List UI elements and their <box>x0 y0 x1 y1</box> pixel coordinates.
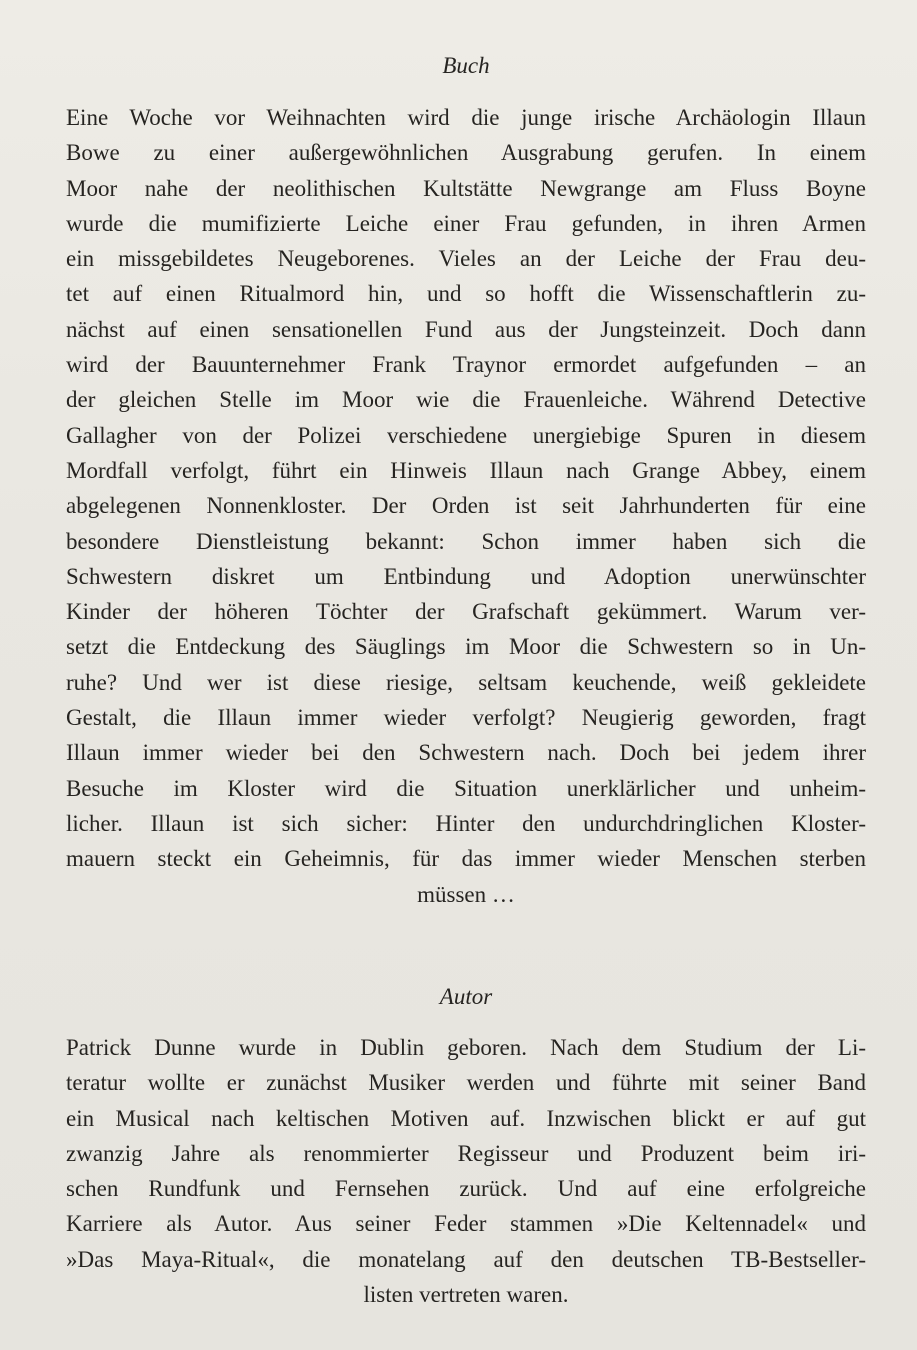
section-autor <box>66 983 866 1312</box>
text-line: Patrick Dunne wurde in Dublin geboren. Nach dem Studium der Li- <box>66 1035 866 1060</box>
text-line: Gallagher von der Polizei verschiedene unergiebige Spuren in diesem <box>66 422 866 448</box>
text-line: Karriere als Autor. Aus seiner Feder stammen »Die Keltennadel« und <box>66 1211 866 1237</box>
text-line: besondere Dienstleistung bekannt: Schon immer haben sich die <box>66 528 866 554</box>
heading-buch: Buch <box>442 53 490 78</box>
text-line: ruhe? Und wer ist diese riesige, seltsam keuchende, weiß gekleidete <box>66 669 866 695</box>
text-line: Schwestern diskret um Entbindung und Adoption unerwünschter <box>66 563 866 589</box>
text-line-final: listen vertreten waren. <box>363 1282 569 1308</box>
paragraph-buch <box>66 100 866 912</box>
text-line: abgelegenen Nonnenkloster. Der Orden ist seit Jahrhunderten für eine <box>66 493 866 519</box>
text-line: Moor nahe der neolithischen Kultstätte Newgrange am Fluss Boyne <box>66 175 866 201</box>
text-line: Kinder der höheren Töchter der Grafschaft gekümmert. Warum ver- <box>66 599 866 625</box>
text-line: teratur wollte er zunächst Musiker werden und führte mit seiner Band <box>66 1070 866 1096</box>
text-line: der gleichen Stelle im Moor wie die Frauenleiche. Während Detective <box>66 387 866 413</box>
text-line: licher. Illaun ist sich sicher: Hinter den undurchdringlichen Kloster- <box>66 810 866 836</box>
text-line: Illaun immer wieder bei den Schwestern nach. Doch bei jedem ihrer <box>66 740 866 766</box>
text-line: nächst auf einen sensationellen Fund aus der Jungsteinzeit. Doch dann <box>66 316 866 342</box>
text-line: zwanzig Jahre als renommierter Regisseur und Produzent beim iri- <box>66 1140 866 1166</box>
text-line: schen Rundfunk und Fernsehen zurück. Und auf eine erfolgreiche <box>66 1176 866 1202</box>
text-line: Gestalt, die Illaun immer wieder verfolgt? Neugierig geworden, fragt <box>66 705 866 731</box>
text-line: wird der Bauunternehmer Frank Traynor ermordet aufgefunden – an <box>66 352 866 378</box>
text-line: tet auf einen Ritualmord hin, und so hofft die Wissenschaftlerin zu- <box>66 281 866 307</box>
paragraph-autor <box>66 1030 866 1312</box>
section-buch <box>66 52 866 912</box>
text-line: Mordfall verfolgt, führt ein Hinweis Illaun nach Grange Abbey, einem <box>66 457 866 483</box>
text-line-final: müssen … <box>417 881 515 907</box>
text-line: ein missgebildetes Neugeborenes. Vieles an der Leiche der Frau deu- <box>66 246 866 272</box>
text-line: setzt die Entdeckung des Säuglings im Moor die Schwestern so in Un- <box>66 634 866 660</box>
text-line: Eine Woche vor Weihnachten wird die junge irische Archäologin Illaun <box>66 105 866 130</box>
heading-autor: Autor <box>439 984 493 1009</box>
text-line: ein Musical nach keltischen Motiven auf. Inzwischen blickt er auf gut <box>66 1105 866 1131</box>
text-line: »Das Maya-Ritual«, die monatelang auf den deutschen TB-Bestseller- <box>66 1246 866 1272</box>
text-line: Besuche im Kloster wird die Situation unerklärlicher und unheim- <box>66 775 866 801</box>
text-line: Bowe zu einer außergewöhnlichen Ausgrabung gerufen. In einem <box>66 140 866 166</box>
text-line: wurde die mumifizierte Leiche einer Frau gefunden, in ihren Armen <box>66 210 866 236</box>
text-line: mauern steckt ein Geheimnis, für das immer wieder Menschen sterben <box>66 846 866 872</box>
